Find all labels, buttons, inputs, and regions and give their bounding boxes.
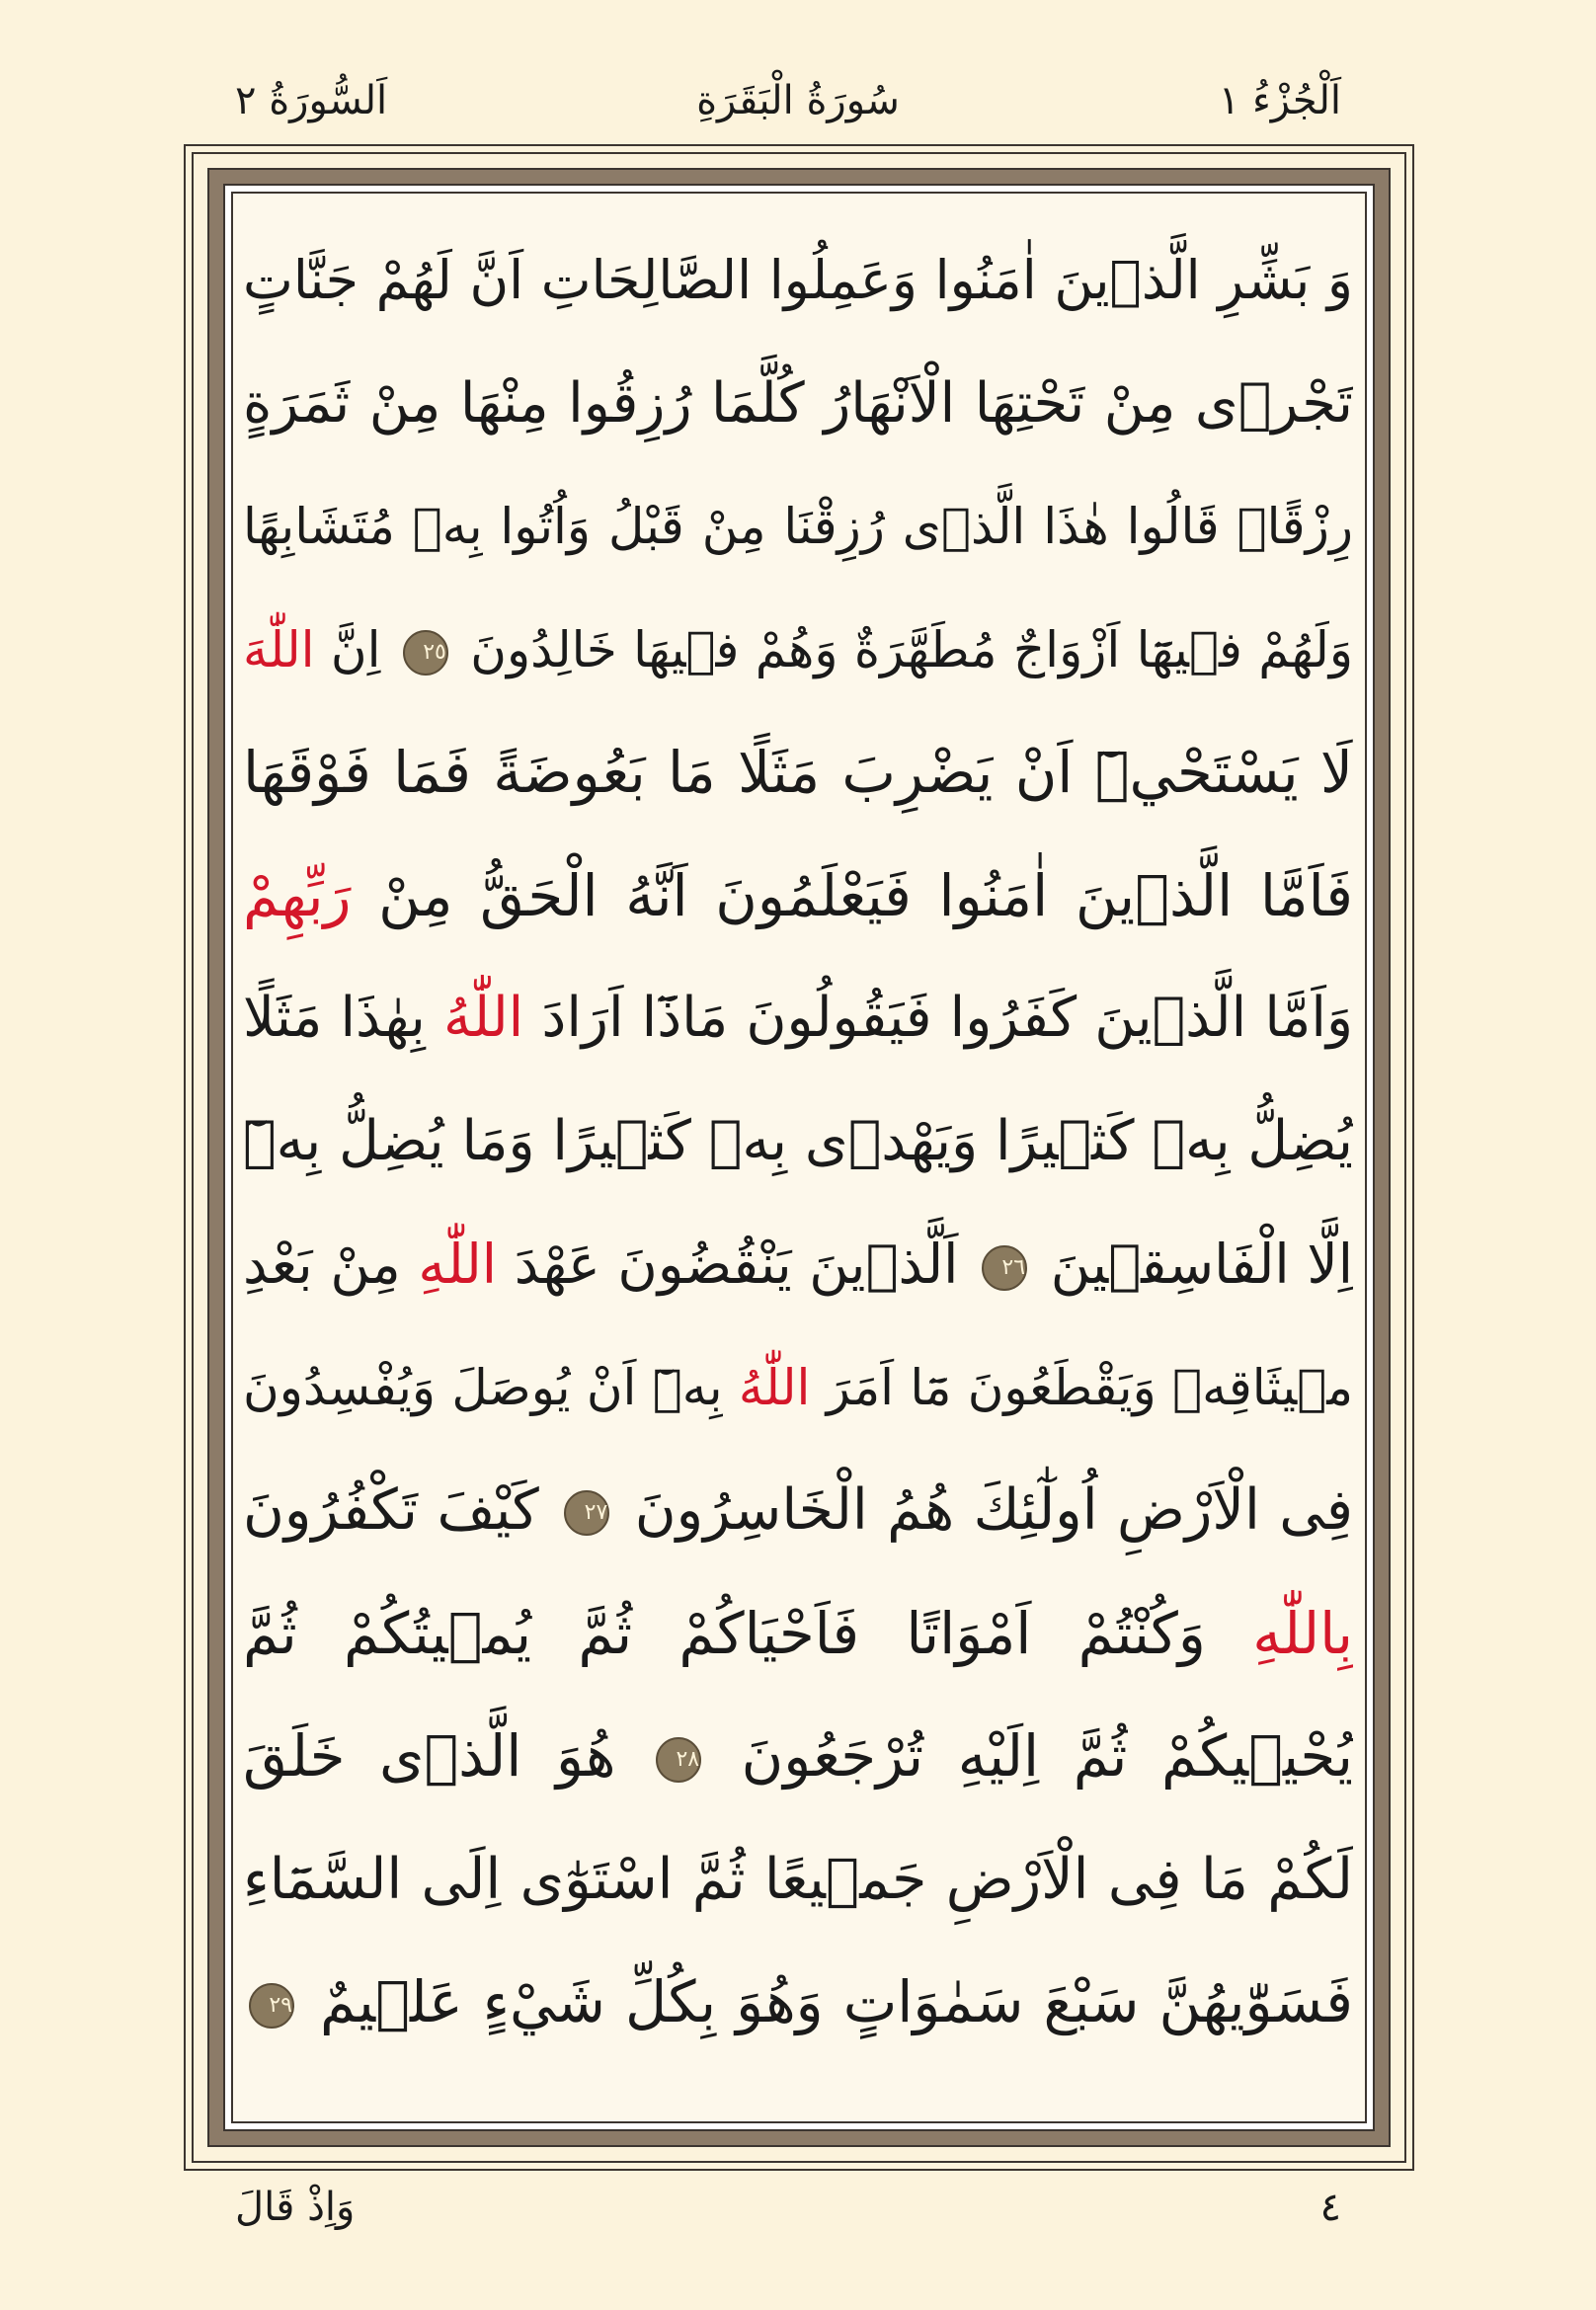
verse-text: وَكُنْتُمْ اَمْوَاتًا فَاَحْيَاكُمْ ثُمَّ يُم۪يتُكُمْ ثُمَّ (243, 1599, 1206, 1667)
verse-line (243, 1572, 1353, 1696)
verse-line (243, 465, 1353, 589)
verse-text: فَاَمَّا الَّذ۪ينَ اٰمَنُوا فَيَعْلَمُونَ اَنَّهُ الْحَقُّ مِنْ (378, 861, 1353, 929)
verse-line (243, 1941, 1353, 2064)
verse-text: كَيْفَ تَكْفُرُونَ (243, 1477, 539, 1543)
verse-text: تَجْر۪ى مِنْ تَحْتِهَا الْاَنْهَارُ كُلَّمَا رُزِقُوا مِنْهَا مِنْ ثَمَرَةٍ (243, 370, 1353, 436)
verse-text: يُحْي۪يكُمْ ثُمَّ اِلَيْهِ تُرْجَعُونَ (741, 1722, 1353, 1790)
verse-text: م۪يثَاقِه۪ وَيَقْطَعُونَ مَٓا اَمَرَ (826, 1358, 1353, 1416)
verse-line (243, 1203, 1353, 1326)
verse-text: رِزْقًاۙ قَالُوا هٰذَا الَّذ۪ى رُزِقْنَا مِنْ قَبْلُ وَاُتُوا بِه۪ مُتَشَابِهًا (243, 498, 1353, 555)
verse-text: اِنَّ (330, 620, 381, 678)
verse-line (243, 835, 1353, 958)
page-number: ٤ (1319, 2185, 1341, 2230)
verse-text: مِنْ بَعْدِ (243, 1233, 401, 1296)
divine-name-text: اللّٰهُ (443, 986, 524, 1050)
verse-line (243, 1326, 1353, 1450)
verse-line (243, 1449, 1353, 1572)
ayah-number-marker: ٢٧ (564, 1490, 609, 1536)
catchword: وَاِذْ قَالَ (235, 2185, 356, 2230)
verse-text: وَاَمَّا الَّذ۪ينَ كَفَرُوا فَيَقُولُونَ مَاذَٓا اَرَادَ (541, 986, 1353, 1050)
verse-line (243, 711, 1353, 835)
divine-name-text: اللّٰهَ (243, 620, 315, 678)
divine-name-text: اللّٰهُ (738, 1358, 811, 1416)
verse-text: لَا يَسْتَحْي۪ٓ اَنْ يَضْرِبَ مَثَلًا مَا بَعُوضَةً فَمَا فَوْقَهَا (243, 739, 1353, 806)
verse-text-area (243, 219, 1353, 2064)
divine-name-text: رَبِّهِمْ (243, 861, 352, 929)
verse-text: فَسَوّٰيهُنَّ سَبْعَ سَمٰوَاتٍ وَهُوَ بِكُلِّ شَيْءٍ عَل۪يمٌ (320, 1968, 1353, 2035)
verse-text: لَكُمْ مَا فِى الْاَرْضِ جَم۪يعًا ثُمَّ اسْتَوٰٓى اِلَى السَّمَٓاءِ (243, 1846, 1353, 1912)
verse-text: بِهٰذَا مَثَلًا (243, 986, 426, 1050)
verse-text: هُوَ الَّذ۪ى خَلَقَ (243, 1722, 616, 1790)
divine-name-text: اللّٰهِ (418, 1233, 498, 1296)
verse-line (243, 1818, 1353, 1942)
ayah-number-marker: ٢٦ (982, 1245, 1027, 1291)
verse-text: وَ بَشِّرِ الَّذ۪ينَ اٰمَنُوا وَعَمِلُوا الصَّالِحَاتِ اَنَّ لَهُمْ جَنَّاتٍ (243, 249, 1353, 311)
juz-label: اَلْجُزْءُ ١ (1218, 78, 1341, 123)
verse-line (243, 1695, 1353, 1818)
verse-line (243, 219, 1353, 343)
verse-text: اِلَّا الْفَاسِق۪ينَ (1050, 1233, 1353, 1296)
verse-text: يُضِلُّ بِه۪ كَث۪يرًا وَيَهْد۪ى بِه۪ كَث۪يرًا وَمَا يُضِلُّ بِه۪ٓ (243, 1108, 1353, 1173)
divine-name-text: بِاللّٰهِ (1252, 1599, 1353, 1667)
verse-line (243, 589, 1353, 712)
verse-text: وَلَهُمْ ف۪يهَٓا اَزْوَاجٌ مُطَهَّرَةٌ وَهُمْ ف۪يهَا خَالِدُونَ (470, 620, 1353, 678)
verse-text: بِه۪ٓ اَنْ يُوصَلَ وَيُفْسِدُونَ (243, 1358, 723, 1416)
verse-text: فِى الْاَرْضِ اُولٰٓئِكَ هُمُ الْخَاسِرُونَ (634, 1477, 1353, 1543)
ayah-number-marker: ٢٩ (249, 1983, 294, 2029)
verse-line (243, 1080, 1353, 1204)
surah-number-label: اَلسُّورَةُ ٢ (235, 78, 388, 123)
verse-line (243, 343, 1353, 466)
ayah-number-marker: ٢٥ (403, 630, 448, 676)
surah-title: سُورَةُ الْبَقَرَةِ (696, 78, 900, 123)
verse-text: اَلَّذ۪ينَ يَنْقُضُونَ عَهْدَ (514, 1233, 959, 1296)
ayah-number-marker: ٢٨ (656, 1737, 701, 1783)
verse-line (243, 957, 1353, 1080)
